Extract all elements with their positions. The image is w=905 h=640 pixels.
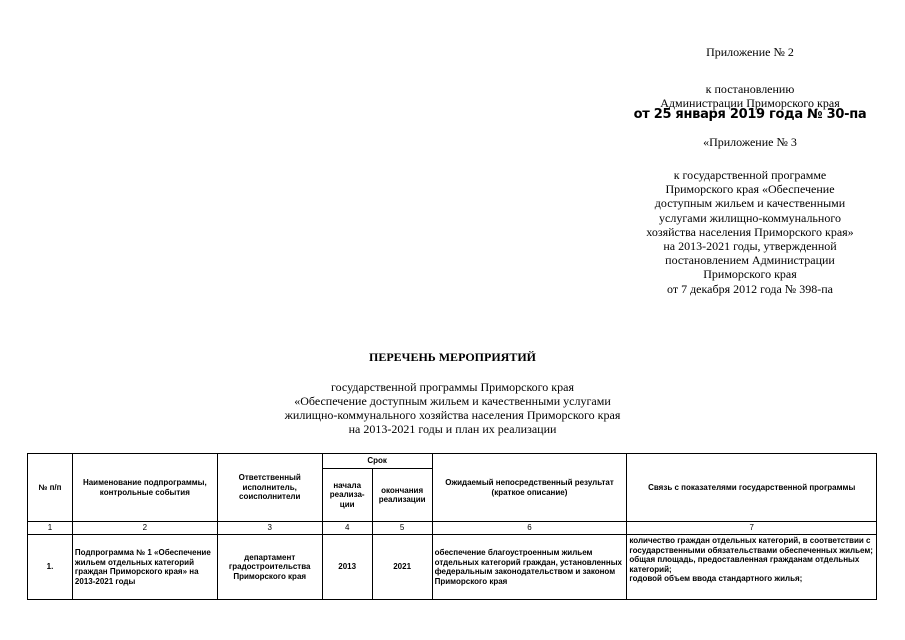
program-line: доступным жильем и качественными <box>654 196 846 211</box>
column-number: 2 <box>72 522 217 535</box>
column-number: 7 <box>627 522 877 535</box>
program-line: к государственной программе <box>673 168 827 182</box>
appendix-2-label: Приложение № 2 <box>706 45 794 59</box>
measures-table <box>27 453 877 600</box>
table-row <box>28 535 877 600</box>
subtitle-line: государственной программы Приморского края <box>331 380 574 394</box>
program-line: хозяйства населения Приморского края» <box>646 224 854 239</box>
program-line: от 7 декабря 2012 года № 398-па <box>666 281 834 296</box>
subtitle-line: жилищно-коммунального хозяйства населения Приморского края <box>284 408 621 422</box>
column-numbers-row <box>28 522 877 535</box>
header-result: Ожидаемый непосредственный результат (краткое описание) <box>432 454 627 522</box>
subtitle-line: «Обеспечение доступным жильем и качественными услугами <box>294 394 611 408</box>
program-line: Приморского края «Обеспечение <box>665 182 835 197</box>
document-subtitle <box>0 380 905 436</box>
decree-stamp: от 25 января 2019 года № 30-па <box>633 107 867 122</box>
subtitle-line: на 2013-2021 годы и план их реализации <box>348 422 557 436</box>
row-link <box>627 535 877 600</box>
row-executor: департамент градостроительства Приморского края <box>217 535 322 600</box>
link-line: количество граждан отдельных категорий, в соответствии с государственными обязательствами обеспеченных жильем; <box>629 536 873 555</box>
link-line: общая площадь, предоставленная гражданам отдельных категорий; <box>629 555 860 574</box>
column-number: 3 <box>217 522 322 535</box>
row-name: Подпрограмма № 1 «Обеспечение жильем отдельных категорий граждан Приморского края» на 2013-2021 годы <box>72 535 217 600</box>
program-line: постановлением Администрации <box>665 253 835 268</box>
header-name: Наименование подпрограммы, контрольные события <box>72 454 217 522</box>
row-result: обеспечение благоустроенным жильем отдельных категорий граждан, установленных федеральным законодательством и законом Приморского края <box>432 535 627 600</box>
column-number: 4 <box>322 522 372 535</box>
resolution-reference <box>600 82 900 110</box>
resolution-line: Администрации Приморского края <box>660 96 840 110</box>
document-title: ПЕРЕЧЕНЬ МЕРОПРИЯТИЙ <box>368 350 536 364</box>
header-term: Срок <box>322 454 432 469</box>
header-executor: Ответственный исполнитель, соисполнители <box>217 454 322 522</box>
row-num: 1. <box>28 535 73 600</box>
column-number: 6 <box>432 522 627 535</box>
column-number: 1 <box>28 522 73 535</box>
header-end: окончания реализации <box>372 469 432 522</box>
link-line: годовой объем ввода стандартного жилья; <box>629 574 803 583</box>
header-start: начала реализа-ции <box>322 469 372 522</box>
column-number: 5 <box>372 522 432 535</box>
row-end: 2021 <box>372 535 432 600</box>
header-num: № п/п <box>28 454 73 522</box>
resolution-line: к постановлению <box>705 82 795 96</box>
program-line: на 2013-2021 годы, утвержденной <box>663 239 837 254</box>
header-link: Связь с показателями государственной программы <box>627 454 877 522</box>
program-line: услугами жилищно-коммунального <box>659 210 841 225</box>
program-reference <box>600 168 900 296</box>
row-start: 2013 <box>322 535 372 600</box>
appendix-3-label: «Приложение № 3 <box>703 135 797 149</box>
program-line: Приморского края <box>703 267 797 282</box>
